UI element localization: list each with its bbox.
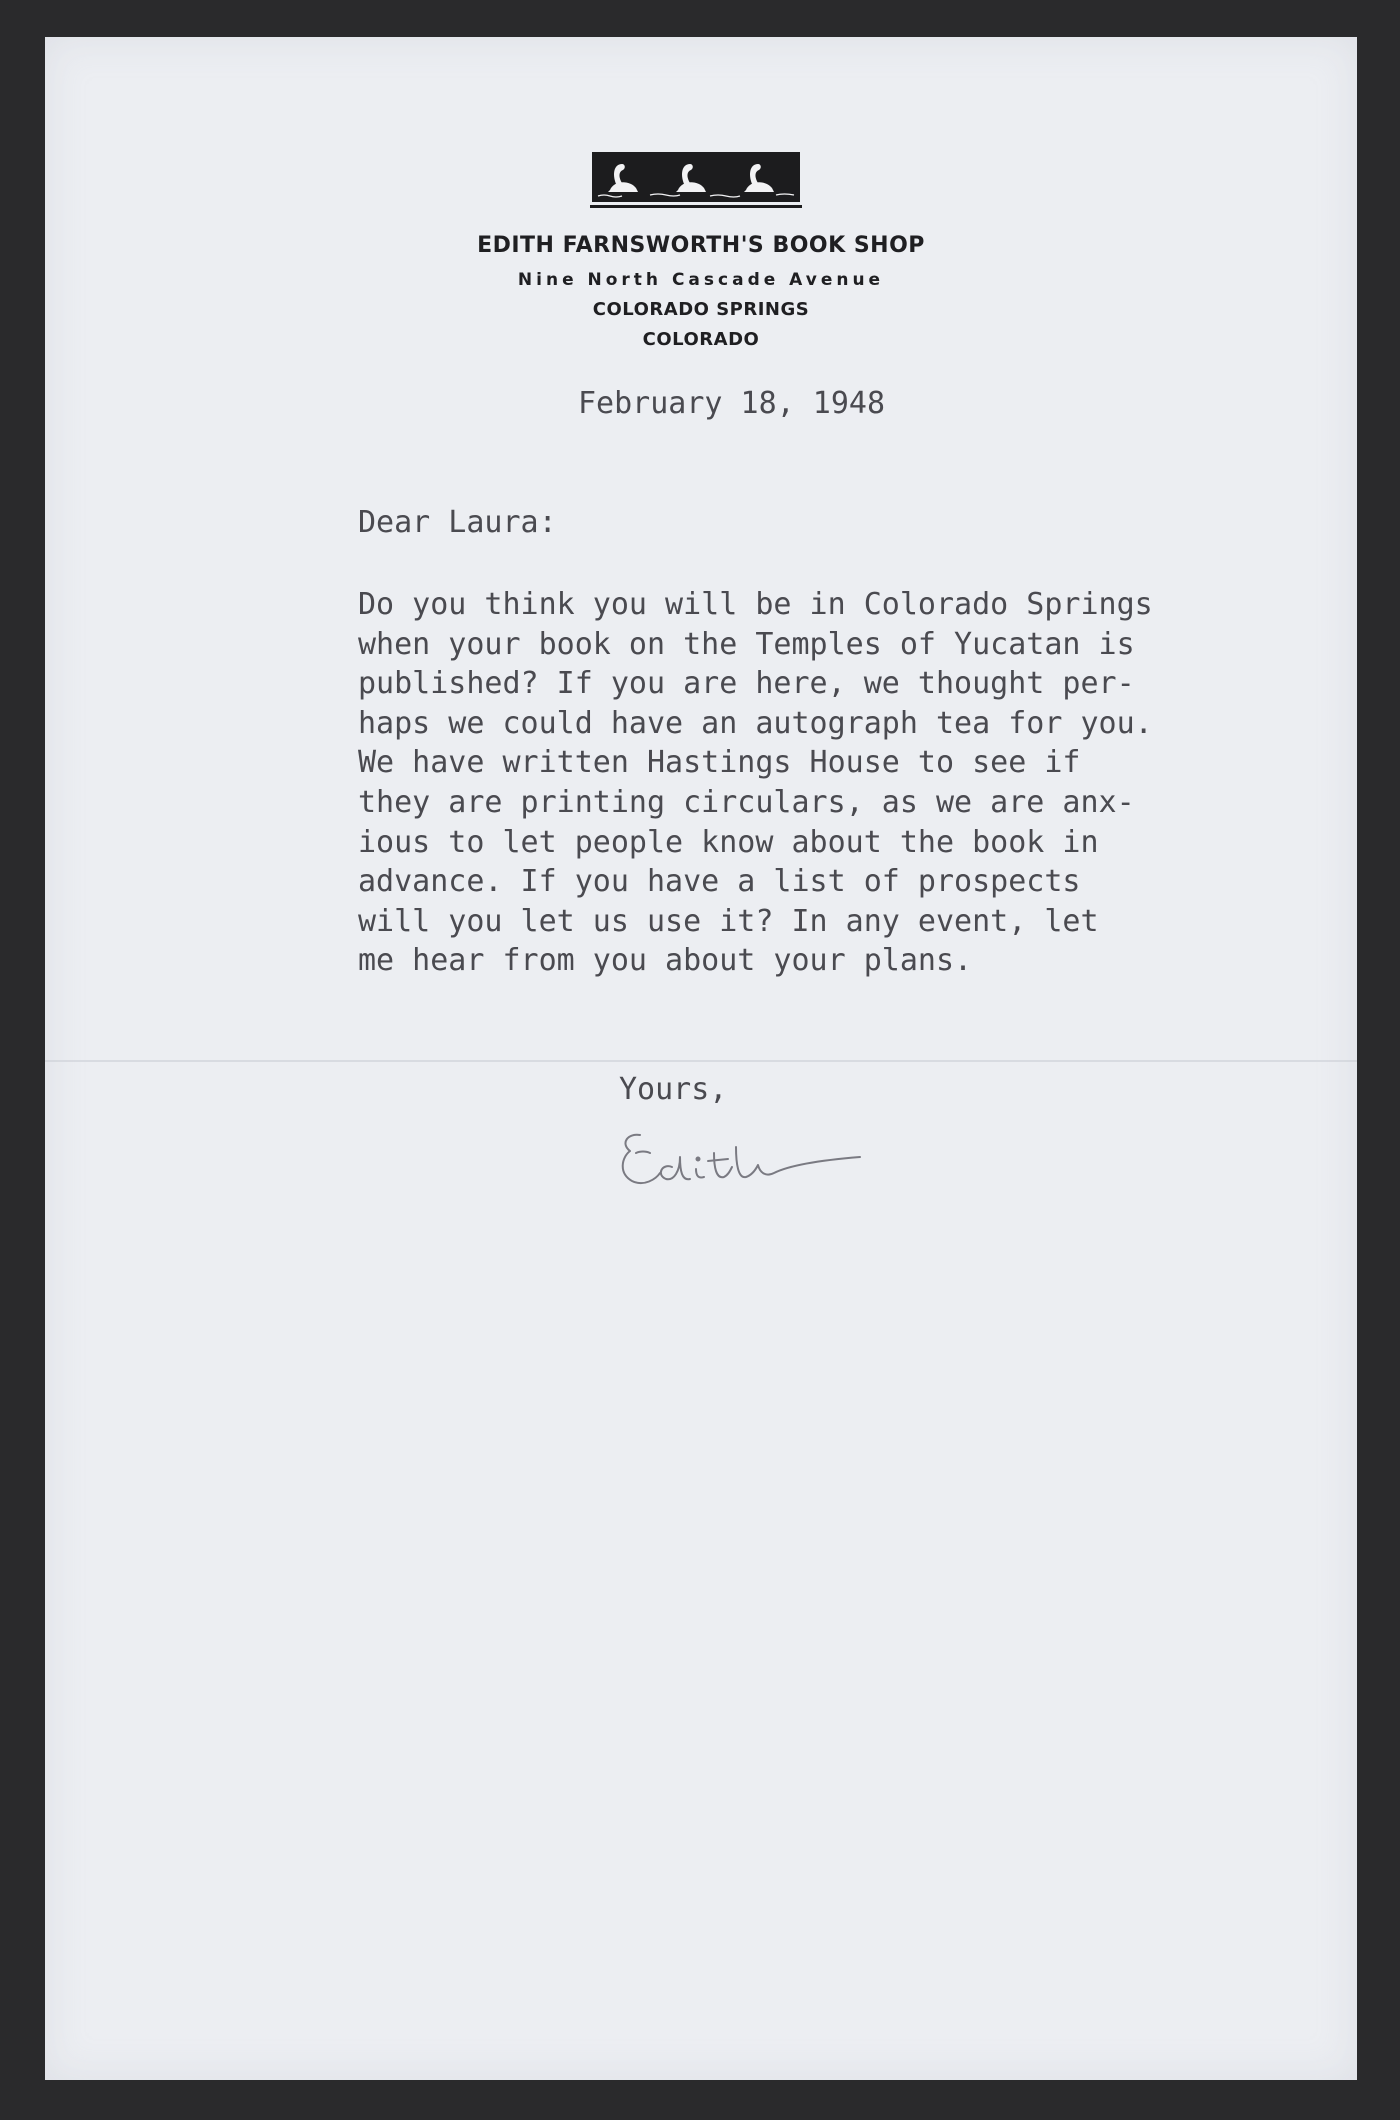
handwritten-signature	[610, 1117, 890, 1237]
body-line: they are printing circulars, as we are anx-	[358, 784, 1135, 820]
body-line: haps we could have an autograph tea for you.	[358, 705, 1153, 741]
letter-closing: Yours,	[619, 1072, 728, 1107]
letter-salutation: Dear Laura:	[358, 505, 557, 540]
letter-date: February 18, 1948	[578, 386, 886, 421]
shop-name: EDITH FARNSWORTH'S BOOK SHOP	[477, 233, 925, 258]
shop-street-address: Nine North Cascade Avenue	[517, 270, 885, 290]
body-line: Do you think you will be in Colorado Springs	[358, 587, 1153, 622]
three-swans-logo	[590, 148, 802, 212]
body-line: when your book on the Temples of Yucatan is	[358, 626, 1135, 662]
letter-body	[358, 585, 1298, 981]
letter-page	[45, 37, 1357, 2080]
body-line: ious to let people know about the book in	[358, 824, 1099, 860]
body-line: advance. If you have a list of prospects	[358, 864, 1081, 900]
body-line: published? If you are here, we thought per-	[358, 666, 1135, 702]
paper-fold-line	[45, 1060, 1357, 1062]
body-line: will you let us use it? In any event, let	[358, 903, 1099, 939]
shop-state: COLORADO	[642, 329, 760, 350]
body-line: me hear from you about your plans.	[358, 943, 973, 979]
body-line: We have written Hastings House to see if	[358, 745, 1081, 781]
shop-city: COLORADO SPRINGS	[592, 299, 810, 320]
